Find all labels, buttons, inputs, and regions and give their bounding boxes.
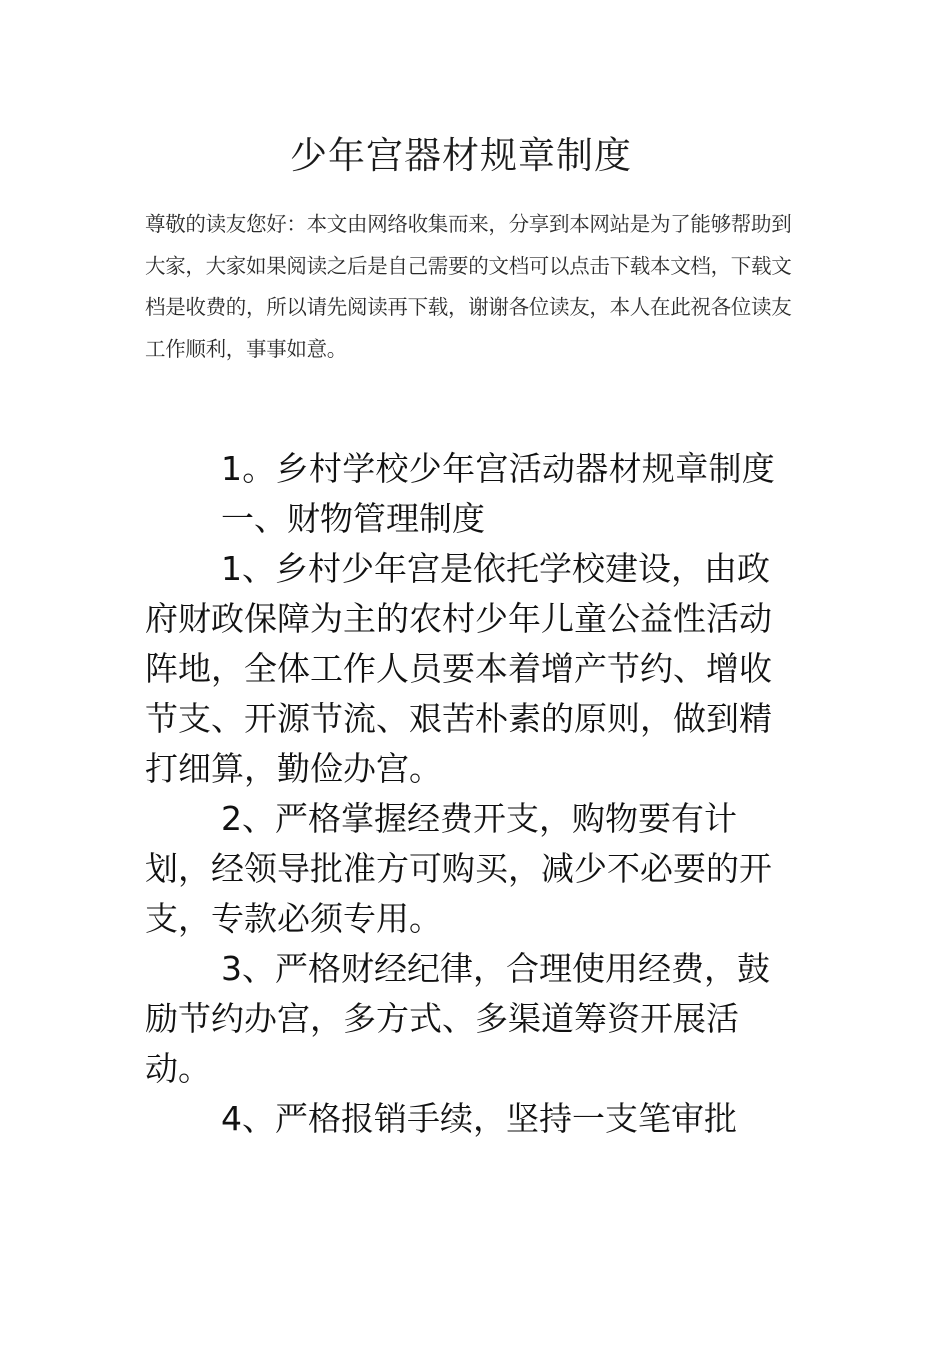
section-heading: 1。乡村学校少年宫活动器材规章制度 — [221, 449, 776, 488]
document-title: 少年宫器材规章制度 — [290, 134, 632, 177]
rule-paragraph-1: 1、乡村少年宫是依托学校建设，由政府财政保障为主的农村少年儿童公益性活动阵地，全体工作人员要本着增产节约、增收节支、开源节流、艰苦朴素的原则，做到精打细算，勤俭办宫。 — [145, 549, 772, 788]
rule-paragraph-4: 4、严格报销手续，坚持一支笔审批 — [221, 1099, 737, 1138]
rule-paragraph-2: 2、严格掌握经费开支，购物要有计划，经领导批准方可购买，减少不必要的开支，专款必须专用。 — [145, 799, 772, 938]
rule-paragraph-3: 3、严格财经纪律，合理使用经费，鼓励节约办宫，多方式、多渠道筹资开展活动。 — [145, 949, 770, 1088]
document-body — [145, 444, 785, 1144]
subsection-heading: 一、财物管理制度 — [221, 499, 485, 538]
reader-notice: 尊敬的读友您好：本文由网络收集而来，分享到本网站是为了能够帮助到大家，大家如果阅读之后是自己需要的文档可以点击下载本文档，下载文档是收费的，所以请先阅读再下载，谢谢各位读友，本人在此祝各位读友工作顺利，事事如意。 — [145, 212, 792, 361]
